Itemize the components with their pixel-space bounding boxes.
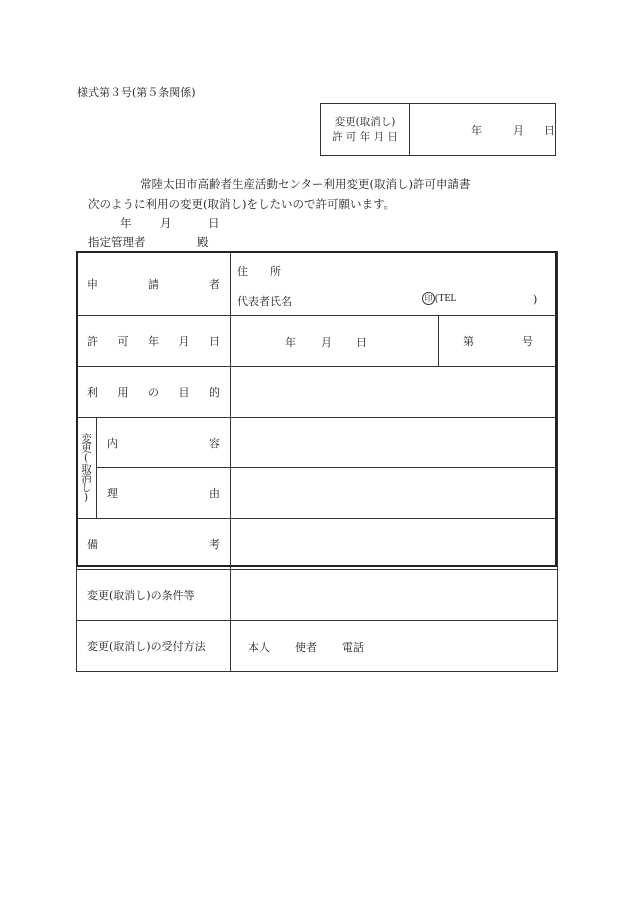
permit-date-label <box>321 104 410 155</box>
purpose-row <box>77 367 558 418</box>
label-char: 者 <box>209 277 220 291</box>
permit-date-value[interactable] <box>409 104 555 155</box>
label-char: 備 <box>87 538 98 551</box>
label-char: 容 <box>209 436 220 450</box>
conditions-label <box>77 570 231 621</box>
label-char: 可 <box>117 335 129 348</box>
seal-icon: 印 <box>422 292 435 305</box>
conditions-label-text: 変更(取消し)の条件等 <box>87 589 195 602</box>
addressee-label: 指定管理者 <box>88 235 146 249</box>
document-title: 常陸太田市高齢者生産活動センター利用変更(取消し)許可申請書 <box>140 177 471 191</box>
label-char: 申 <box>87 277 98 291</box>
label-char: 年 <box>148 335 159 348</box>
label-char: 由 <box>209 487 220 500</box>
addressee-honorific: 殿 <box>197 235 209 249</box>
form-number: 様式第３号(第５条関係) <box>77 86 196 99</box>
reception-label <box>77 621 231 672</box>
change-group-text: 変更(取消し) <box>80 433 92 503</box>
label-char: 内 <box>107 436 118 450</box>
conditions-value[interactable] <box>231 570 558 621</box>
permit-day: 日 <box>544 123 555 137</box>
content-value[interactable] <box>231 418 558 468</box>
reception-label-text: 変更(取消し)の受付方法 <box>87 640 206 653</box>
number-prefix: 第 <box>463 335 474 348</box>
permit-row-day: 日 <box>356 336 367 349</box>
remarks-value[interactable] <box>231 519 558 570</box>
label-char: 理 <box>107 487 118 500</box>
change-group-label <box>77 418 97 519</box>
label-char: 請 <box>148 277 159 291</box>
reception-value[interactable] <box>231 621 558 672</box>
label-char: 日 <box>209 335 220 348</box>
app-month: 月 <box>160 216 172 230</box>
label-char: 利 <box>87 386 98 399</box>
permit-label-line2: 許 可 年 月 日 <box>332 130 398 143</box>
permit-date-row <box>77 316 558 367</box>
label-char: の <box>148 386 159 399</box>
rep-name-label: 代表者氏名 <box>237 295 292 308</box>
permit-year: 年 <box>471 123 482 137</box>
reason-value[interactable] <box>231 468 558 519</box>
applicant-value[interactable] <box>231 252 558 316</box>
app-day: 日 <box>208 216 220 230</box>
reception-option-messenger[interactable]: 使者 <box>295 641 317 654</box>
label-char: 考 <box>209 538 220 551</box>
reception-row <box>77 621 558 672</box>
label-char: 用 <box>117 386 129 399</box>
permit-row-label <box>77 316 231 367</box>
intro-text: 次のように利用の変更(取消し)をしたいので許可願います。 <box>88 197 396 211</box>
permit-row-month: 月 <box>321 336 332 349</box>
content-row <box>77 418 558 468</box>
permit-month: 月 <box>513 123 524 137</box>
tel-open: (TEL <box>435 293 457 304</box>
content-label <box>97 418 231 468</box>
permit-label-line1: 変更(取消し) <box>334 115 396 128</box>
tel-close: ) <box>533 293 538 306</box>
purpose-label <box>77 367 231 418</box>
application-form-table <box>76 251 558 672</box>
conditions-row <box>77 570 558 621</box>
remarks-label <box>77 519 231 570</box>
permit-date-box <box>320 103 556 156</box>
label-char: 的 <box>209 386 220 399</box>
applicant-row <box>77 252 558 316</box>
reception-option-self[interactable]: 本人 <box>248 641 270 654</box>
addressee <box>88 234 209 250</box>
label-char: 月 <box>178 335 190 348</box>
address-label: 住 所 <box>237 265 281 278</box>
app-year: 年 <box>120 216 132 230</box>
number-suffix: 号 <box>522 335 533 348</box>
purpose-value[interactable] <box>231 367 558 418</box>
reception-option-phone[interactable]: 電話 <box>342 641 364 654</box>
permit-row-date[interactable] <box>231 316 439 367</box>
label-char: 目 <box>178 386 190 399</box>
reason-row <box>77 468 558 519</box>
permit-number[interactable] <box>439 316 558 367</box>
permit-row-year: 年 <box>285 336 296 349</box>
applicant-label <box>77 252 231 316</box>
remarks-row <box>77 519 558 570</box>
label-char: 許 <box>87 335 98 348</box>
reason-label <box>97 468 231 519</box>
